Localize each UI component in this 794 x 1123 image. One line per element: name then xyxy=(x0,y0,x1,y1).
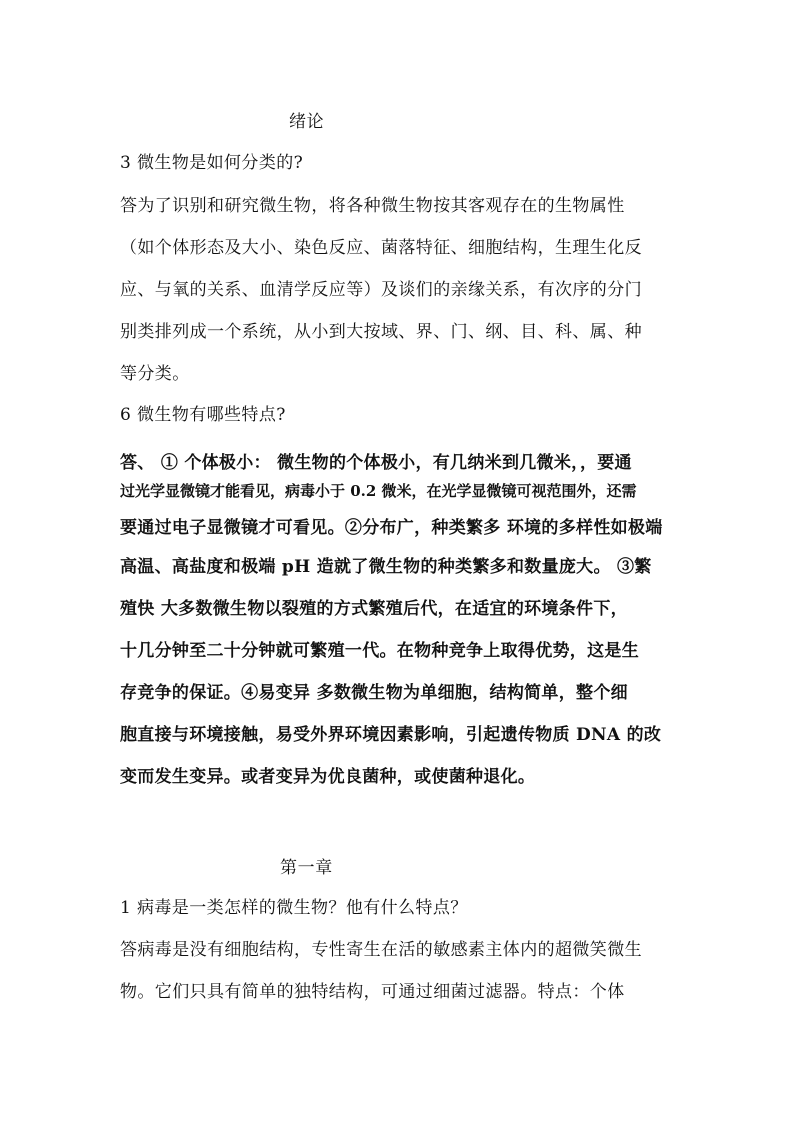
answer-6-line-4: 高温、高盐度和极端 pH 造就了微生物的种类繁多和数量庞大。 ③繁 xyxy=(120,557,652,577)
answer-6-line-9: 变而发生变异。或者变异为优良菌种，或使菌种退化。 xyxy=(120,767,536,787)
section-heading-intro: 绪论 xyxy=(289,112,325,132)
section-heading-chapter-1: 第一章 xyxy=(280,858,333,878)
answer-6-line-5: 殖快 大多数微生物以裂殖的方式繁殖后代，在适宜的环境条件下， xyxy=(120,599,628,619)
chapter-1-answer-1-line-2: 物。它们只具有简单的独特结构，可通过细菌过滤器。特点：个体 xyxy=(120,982,625,1002)
answer-3-line-2: （如个体形态及大小、染色反应、菌落特征、细胞结构，生理生化反 xyxy=(120,238,642,258)
answer-6-line-7: 存竞争的保证。④易变异 多数微生物为单细胞，结构简单，整个细 xyxy=(120,683,628,703)
question-6: 6 微生物有哪些特点? xyxy=(120,405,286,425)
answer-3-line-1: 答为了识别和研究微生物，将各种微生物按其客观存在的生物属性 xyxy=(120,196,625,216)
answer-6-line-8: 胞直接与环境接触，易受外界环境因素影响，引起遗传物质 DNA 的改 xyxy=(120,725,662,745)
answer-6-line-3: 要通过电子显微镜才可看见。②分布广，种类繁多 环境的多样性如极端 xyxy=(120,518,663,538)
question-3: 3 微生物是如何分类的? xyxy=(120,153,304,173)
answer-3-line-3: 应、与氧的关系、血清学反应等）及谈们的亲缘关系，有次序的分门 xyxy=(120,280,642,300)
answer-3-line-4: 别类排列成一个系统，从小到大按域、界、门、纲、目、科、属、种 xyxy=(120,322,642,342)
answer-6-line-6: 十几分钟至二十分钟就可繁殖一代。在物种竞争上取得优势，这是生 xyxy=(120,641,639,661)
answer-6-line-2: 过光学显微镜才能看见，病毒小于 0.2 微米，在光学显微镜可视范围外，还需 xyxy=(120,482,637,500)
chapter-1-answer-1-line-1: 答病毒是没有细胞结构，专性寄生在活的敏感素主体内的超微笑微生 xyxy=(120,940,642,960)
chapter-1-question-1: 1 病毒是一类怎样的微生物？他有什么特点？ xyxy=(120,898,468,918)
answer-6-line-1: 答、 ① 个体极小： 微生物的个体极小，有几纳米到几微米，，要通 xyxy=(120,453,632,473)
answer-3-line-5: 等分类。 xyxy=(120,364,190,384)
